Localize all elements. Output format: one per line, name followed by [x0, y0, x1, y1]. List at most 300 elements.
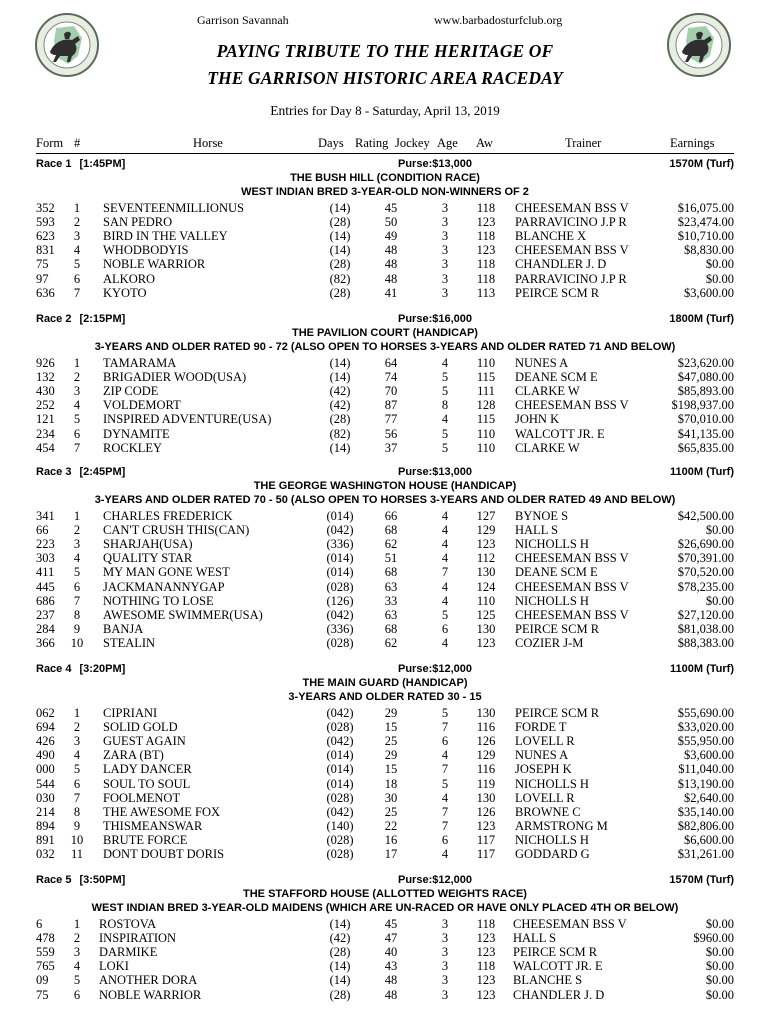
entry-form: 000 — [36, 762, 55, 777]
entry-form: 062 — [36, 706, 55, 720]
entry-rating: 56 — [384, 426, 398, 441]
entry-form: 66 — [36, 523, 49, 538]
entry-age: 3 — [441, 271, 449, 286]
entry-earnings: $23,474.00 — [677, 215, 734, 230]
entry-days: (126) — [326, 593, 354, 608]
entry-number: 6 — [73, 426, 81, 441]
entry-aw: 125 — [476, 607, 496, 622]
table-row — [0, 720, 770, 734]
entry-earnings: $16,075.00 — [677, 201, 734, 215]
entry-days: (14) — [329, 229, 351, 244]
entry-age: 8 — [441, 398, 449, 413]
race-label — [36, 466, 125, 478]
entry-horse: STEALIN — [103, 635, 156, 650]
entry-earnings: $3,600.00 — [684, 748, 734, 763]
entry-earnings: $35,140.00 — [677, 804, 734, 819]
entry-rating: 37 — [384, 440, 398, 455]
website-url[interactable]: www.barbadosturfclub.org — [434, 13, 563, 27]
race-label — [36, 313, 125, 325]
entry-number: 5 — [73, 412, 81, 427]
entry-age: 3 — [441, 229, 449, 244]
entry-aw: 130 — [476, 706, 496, 720]
entry-age: 3 — [441, 959, 449, 974]
entry-days: (014) — [326, 565, 354, 580]
entry-horse: NOBLE WARRIOR — [99, 987, 202, 1002]
entry-age: 5 — [441, 706, 449, 720]
race-conditions: 3-YEARS AND OLDER RATED 90 - 72 (ALSO OPEN TO HORSES 3-YEARS AND OLDER RATED 71 AND BELOW) — [94, 341, 676, 353]
entry-aw: 128 — [476, 398, 496, 413]
race-time: [2:45PM] — [79, 466, 126, 478]
entry-number: 11 — [70, 847, 84, 861]
entry-trainer: CHANDLER J. D — [513, 987, 605, 1002]
entry-days: (014) — [326, 748, 354, 763]
entry-days: (28) — [329, 987, 351, 1002]
entry-age: 4 — [441, 847, 449, 861]
entry-earnings: $27,120.00 — [677, 607, 734, 622]
entry-aw: 117 — [476, 847, 496, 861]
entry-number: 8 — [73, 804, 81, 819]
table-row — [0, 580, 770, 594]
entry-trainer: JOSEPH K — [515, 762, 572, 777]
table-row — [0, 959, 770, 973]
entry-rating: 51 — [384, 551, 398, 566]
entry-days: (140) — [326, 818, 354, 833]
entry-rating: 68 — [384, 621, 398, 636]
entry-number: 1 — [73, 706, 81, 720]
entry-horse: NOBLE WARRIOR — [103, 257, 206, 272]
entry-trainer: BLANCHE S — [513, 973, 583, 988]
entry-form: 234 — [36, 426, 55, 441]
race-conditions: 3-YEARS AND OLDER RATED 70 - 50 (ALSO OPEN TO HORSES 3-YEARS AND OLDER RATED 49 AND BELOW) — [94, 494, 676, 506]
entry-horse: GUEST AGAIN — [103, 734, 186, 749]
table-row — [0, 594, 770, 608]
entry-form: 75 — [36, 987, 49, 1002]
entry-rating: 48 — [384, 271, 398, 286]
entry-horse: SHARJAH(USA) — [103, 537, 193, 552]
entry-form: 430 — [36, 384, 55, 399]
table-row — [0, 636, 770, 650]
entry-horse: QUALITY STAR — [103, 551, 193, 566]
race-header — [0, 874, 770, 889]
entry-earnings: $78,235.00 — [677, 579, 734, 594]
entry-earnings: $70,520.00 — [677, 565, 734, 580]
entry-age: 3 — [441, 243, 449, 258]
entry-horse: AWESOME SWIMMER(USA) — [103, 607, 263, 622]
race-number: Race 5 — [36, 874, 72, 886]
entry-trainer: PEIRCE SCM R — [513, 945, 598, 960]
entry-rating: 48 — [384, 257, 398, 272]
race-distance: 1570M (Turf) — [669, 874, 734, 886]
entry-form: 926 — [36, 356, 55, 370]
entry-earnings: $55,950.00 — [677, 734, 734, 749]
entry-days: (14) — [329, 959, 351, 974]
entry-aw: 110 — [476, 356, 496, 370]
entry-age: 5 — [441, 440, 449, 455]
col-header-trainer: Trainer — [565, 136, 602, 150]
race-name: THE MAIN GUARD (HANDICAP) — [302, 677, 468, 689]
entry-horse: SAN PEDRO — [103, 215, 173, 230]
entry-number: 10 — [70, 832, 84, 847]
entry-form: 214 — [36, 804, 55, 819]
entry-age: 6 — [441, 832, 449, 847]
entry-days: (028) — [326, 720, 354, 735]
entry-earnings: $960.00 — [693, 931, 734, 946]
entry-horse: CAN'T CRUSH THIS(CAN) — [103, 523, 250, 538]
entry-aw: 110 — [476, 426, 496, 441]
entry-aw: 123 — [476, 818, 496, 833]
entry-aw: 116 — [476, 720, 496, 735]
entry-trainer: NICHOLLS H — [515, 776, 589, 791]
entry-age: 7 — [441, 762, 449, 777]
entry-age: 3 — [441, 945, 449, 960]
entry-rating: 64 — [384, 356, 398, 370]
entry-trainer: HALL S — [513, 931, 556, 946]
entry-trainer: LOVELL R — [515, 790, 575, 805]
race-distance: 1570M (Turf) — [669, 158, 734, 170]
entry-age: 3 — [441, 201, 449, 215]
entry-form: 891 — [36, 832, 55, 847]
entry-age: 7 — [441, 565, 449, 580]
entry-earnings: $0.00 — [705, 593, 734, 608]
entry-earnings: $11,040.00 — [678, 762, 734, 777]
entry-trainer: WALCOTT JR. E — [513, 959, 603, 974]
entry-earnings: $8,830.00 — [684, 243, 734, 258]
entry-earnings: $42,500.00 — [677, 509, 734, 523]
entry-earnings: $3,600.00 — [684, 285, 734, 300]
entry-rating: 43 — [384, 959, 398, 974]
entry-rating: 40 — [384, 945, 398, 960]
entry-number: 2 — [73, 931, 81, 946]
entry-aw: 123 — [476, 987, 496, 1002]
race-conditions: 3-YEARS AND OLDER RATED 30 - 15 — [288, 691, 482, 703]
table-row — [0, 243, 770, 257]
entry-rating: 45 — [384, 917, 398, 931]
entry-number: 6 — [73, 987, 81, 1002]
entry-earnings: $10,710.00 — [677, 229, 734, 244]
entry-earnings: $23,620.00 — [677, 356, 734, 370]
entry-form: 352 — [36, 201, 55, 215]
entry-horse: INSPIRATION — [99, 931, 177, 946]
entry-horse: VOLDEMORT — [103, 398, 181, 413]
entry-age: 6 — [441, 621, 449, 636]
table-row — [0, 384, 770, 398]
entry-age: 3 — [441, 931, 449, 946]
entry-rating: 74 — [384, 370, 398, 385]
race-number: Race 3 — [36, 466, 72, 478]
race-distance: 1100M (Turf) — [670, 466, 734, 478]
race-header — [0, 158, 770, 173]
entry-age: 3 — [441, 917, 449, 931]
entry-rating: 22 — [384, 818, 398, 833]
entry-days: (028) — [326, 847, 354, 861]
entry-number: 6 — [73, 579, 81, 594]
entry-days: (042) — [326, 804, 354, 819]
entry-aw: 118 — [476, 271, 496, 286]
entry-number: 7 — [73, 593, 81, 608]
entry-age: 7 — [441, 818, 449, 833]
entry-aw: 129 — [476, 523, 496, 538]
entry-number: 3 — [73, 384, 81, 399]
entry-days: (014) — [326, 776, 354, 791]
table-row — [0, 257, 770, 271]
entry-trainer: CHANDLER J. D — [515, 257, 607, 272]
race-header — [0, 313, 770, 328]
entry-trainer: DEANE SCM E — [515, 370, 598, 385]
table-row — [0, 215, 770, 229]
entry-trainer: CHEESEMAN BSS V — [515, 551, 629, 566]
entry-aw: 123 — [476, 973, 496, 988]
table-row — [0, 622, 770, 636]
entry-number: 6 — [73, 776, 81, 791]
entry-age: 4 — [441, 551, 449, 566]
entry-form: 454 — [36, 440, 55, 455]
entry-days: (82) — [329, 426, 351, 441]
race-name: THE PAVILION COURT (HANDICAP) — [292, 327, 478, 339]
entry-horse: ALKORO — [103, 271, 156, 286]
entry-number: 5 — [73, 257, 81, 272]
entry-age: 6 — [441, 734, 449, 749]
entry-aw: 123 — [476, 635, 496, 650]
entry-number: 6 — [73, 271, 81, 286]
entry-form: 341 — [36, 509, 55, 523]
entry-trainer: CLARKE W — [515, 440, 580, 455]
entry-form: 032 — [36, 847, 55, 861]
entry-trainer: PARRAVICINO J.P R — [515, 215, 627, 230]
entry-form: 445 — [36, 579, 55, 594]
race-purse: Purse:$12,000 — [398, 663, 472, 675]
entry-horse: LOKI — [99, 959, 129, 974]
col-header-jockey: Jockey — [395, 136, 430, 150]
table-row — [0, 988, 770, 1002]
entry-age: 3 — [441, 973, 449, 988]
entry-age: 5 — [441, 607, 449, 622]
entry-trainer: NICHOLLS H — [515, 537, 589, 552]
entry-days: (042) — [326, 523, 354, 538]
entry-age: 3 — [441, 987, 449, 1002]
entry-aw: 123 — [476, 215, 496, 230]
entry-number: 2 — [73, 215, 81, 230]
race-time: [1:45PM] — [79, 158, 126, 170]
entry-horse: BRIGADIER WOOD(USA) — [103, 370, 247, 385]
entry-earnings: $47,080.00 — [677, 370, 734, 385]
entry-age: 4 — [441, 412, 449, 427]
entry-trainer: CHEESEMAN BSS V — [515, 607, 629, 622]
race-header — [0, 663, 770, 678]
col-header-age: Age — [437, 136, 458, 150]
race-label — [36, 158, 125, 170]
entry-days: (336) — [326, 621, 354, 636]
entry-age: 3 — [441, 257, 449, 272]
entry-trainer: DEANE SCM E — [515, 565, 598, 580]
entry-horse: KYOTO — [103, 285, 147, 300]
page-title-line1: PAYING TRIBUTE TO THE HERITAGE OF — [216, 41, 554, 61]
entry-form: 411 — [36, 565, 55, 580]
table-row — [0, 748, 770, 762]
race-conditions: WEST INDIAN BRED 3-YEAR-OLD MAIDENS (WHICH ARE UN-RACED OR HAVE ONLY PLACED 4TH OR BELOW) — [91, 902, 679, 914]
entry-aw: 118 — [476, 917, 496, 931]
entry-days: (82) — [329, 271, 351, 286]
entry-rating: 87 — [384, 398, 398, 413]
entry-rating: 45 — [384, 201, 398, 215]
table-row — [0, 441, 770, 455]
entry-horse: FOOLMENOT — [103, 790, 181, 805]
entry-aw: 123 — [476, 931, 496, 946]
entry-rating: 47 — [384, 931, 398, 946]
entry-form: 303 — [36, 551, 55, 566]
entry-trainer: NICHOLLS H — [515, 593, 589, 608]
entry-number: 9 — [73, 818, 81, 833]
entry-age: 7 — [441, 804, 449, 819]
entry-form: 284 — [36, 621, 55, 636]
entry-form: 237 — [36, 607, 55, 622]
entry-earnings: $6,600.00 — [684, 832, 734, 847]
entry-days: (14) — [329, 917, 351, 931]
entry-form: 030 — [36, 790, 55, 805]
col-header-form: Form — [36, 136, 64, 150]
entry-days: (42) — [329, 931, 351, 946]
entry-number: 1 — [73, 917, 81, 931]
table-row — [0, 762, 770, 776]
entry-days: (28) — [329, 257, 351, 272]
entry-number: 2 — [73, 720, 81, 735]
entry-aw: 118 — [476, 229, 496, 244]
entry-earnings: $70,391.00 — [677, 551, 734, 566]
table-row — [0, 286, 770, 300]
race-purse: Purse:$12,000 — [398, 874, 472, 886]
entry-form: 132 — [36, 370, 55, 385]
entry-aw: 126 — [476, 804, 496, 819]
table-row — [0, 201, 770, 215]
entry-horse: ZARA (BT) — [103, 748, 164, 763]
race-time: [3:20PM] — [79, 663, 126, 675]
entry-horse: BIRD IN THE VALLEY — [103, 229, 228, 244]
table-row — [0, 229, 770, 243]
race-name: THE STAFFORD HOUSE (ALLOTTED WEIGHTS RACE) — [243, 888, 527, 900]
entry-days: (28) — [329, 285, 351, 300]
entry-aw: 123 — [476, 243, 496, 258]
entry-form: 544 — [36, 776, 55, 791]
entry-form: 831 — [36, 243, 55, 258]
col-header-rating: Rating — [355, 136, 389, 150]
entry-horse: INSPIRED ADVENTURE(USA) — [103, 412, 272, 427]
entry-age: 5 — [441, 776, 449, 791]
entry-rating: 30 — [384, 790, 398, 805]
entry-earnings: $70,010.00 — [677, 412, 734, 427]
race-conditions: WEST INDIAN BRED 3-YEAR-OLD NON-WINNERS OF 2 — [241, 186, 529, 198]
race-label — [36, 874, 125, 886]
entry-days: (042) — [326, 706, 354, 720]
entry-horse: BRUTE FORCE — [103, 832, 188, 847]
entry-number: 1 — [73, 509, 81, 523]
header-divider — [36, 153, 734, 154]
entry-number: 7 — [73, 440, 81, 455]
table-row — [0, 734, 770, 748]
table-row — [0, 551, 770, 565]
entry-trainer: BYNOE S — [515, 509, 569, 523]
entry-number: 4 — [73, 748, 81, 763]
entry-aw: 115 — [476, 412, 496, 427]
entry-form: 894 — [36, 818, 55, 833]
table-row — [0, 272, 770, 286]
race-header — [0, 466, 770, 481]
entry-horse: LADY DANCER — [103, 762, 192, 777]
entry-aw: 118 — [476, 201, 496, 215]
entry-trainer: GODDARD G — [515, 847, 590, 861]
entry-horse: DONT DOUBT DORIS — [103, 847, 225, 861]
entry-horse: MY MAN GONE WEST — [103, 565, 230, 580]
table-row — [0, 847, 770, 861]
entry-horse: WHODBODYIS — [103, 243, 189, 258]
table-row — [0, 973, 770, 987]
table-row — [0, 398, 770, 412]
entry-aw: 127 — [476, 509, 496, 523]
page-title-line2: THE GARRISON HISTORIC AREA RACEDAY — [207, 68, 563, 88]
entry-earnings: $0.00 — [705, 959, 734, 974]
entry-number: 7 — [73, 285, 81, 300]
entry-days: (28) — [329, 412, 351, 427]
race-label — [36, 663, 125, 675]
table-row — [0, 805, 770, 819]
race-number: Race 4 — [36, 663, 72, 675]
entry-trainer: NICHOLLS H — [515, 832, 589, 847]
entry-age: 7 — [441, 720, 449, 735]
entry-age: 3 — [441, 215, 449, 230]
entry-days: (028) — [326, 790, 354, 805]
entry-days: (42) — [329, 384, 351, 399]
entry-rating: 25 — [384, 734, 398, 749]
entry-rating: 17 — [384, 847, 398, 861]
entry-horse: CIPRIANI — [103, 706, 158, 720]
entry-rating: 48 — [384, 987, 398, 1002]
entry-trainer: FORDE T — [515, 720, 567, 735]
entries-label: Entries — [270, 103, 309, 118]
entry-days: (14) — [329, 370, 351, 385]
entry-aw: 123 — [476, 945, 496, 960]
table-row — [0, 706, 770, 720]
entry-number: 3 — [73, 229, 81, 244]
entry-aw: 115 — [476, 370, 496, 385]
entry-rating: 49 — [384, 229, 398, 244]
entry-trainer: HALL S — [515, 523, 558, 538]
entry-earnings: $81,038.00 — [677, 621, 734, 636]
entry-aw: 130 — [476, 565, 496, 580]
entry-age: 4 — [441, 593, 449, 608]
entry-rating: 48 — [384, 243, 398, 258]
entry-earnings: $26,690.00 — [677, 537, 734, 552]
entry-number: 3 — [73, 945, 81, 960]
entry-number: 7 — [73, 790, 81, 805]
entry-rating: 29 — [384, 748, 398, 763]
entry-form: 121 — [36, 412, 55, 427]
entry-days: (028) — [326, 635, 354, 650]
entry-number: 4 — [73, 959, 81, 974]
entry-age: 4 — [441, 748, 449, 763]
entry-horse: ROSTOVA — [99, 917, 157, 931]
entry-earnings: $0.00 — [705, 523, 734, 538]
entry-aw: 112 — [476, 551, 496, 566]
entry-form: 75 — [36, 257, 49, 272]
entry-number: 4 — [73, 551, 81, 566]
entry-trainer: NUNES A — [515, 748, 569, 763]
entry-days: (028) — [326, 579, 354, 594]
entry-age: 4 — [441, 509, 449, 523]
entry-horse: ZIP CODE — [103, 384, 159, 399]
entry-days: (14) — [329, 973, 351, 988]
entry-aw: 116 — [476, 762, 496, 777]
entry-aw: 126 — [476, 734, 496, 749]
entry-aw: 124 — [476, 579, 496, 594]
entry-days: (42) — [329, 398, 351, 413]
